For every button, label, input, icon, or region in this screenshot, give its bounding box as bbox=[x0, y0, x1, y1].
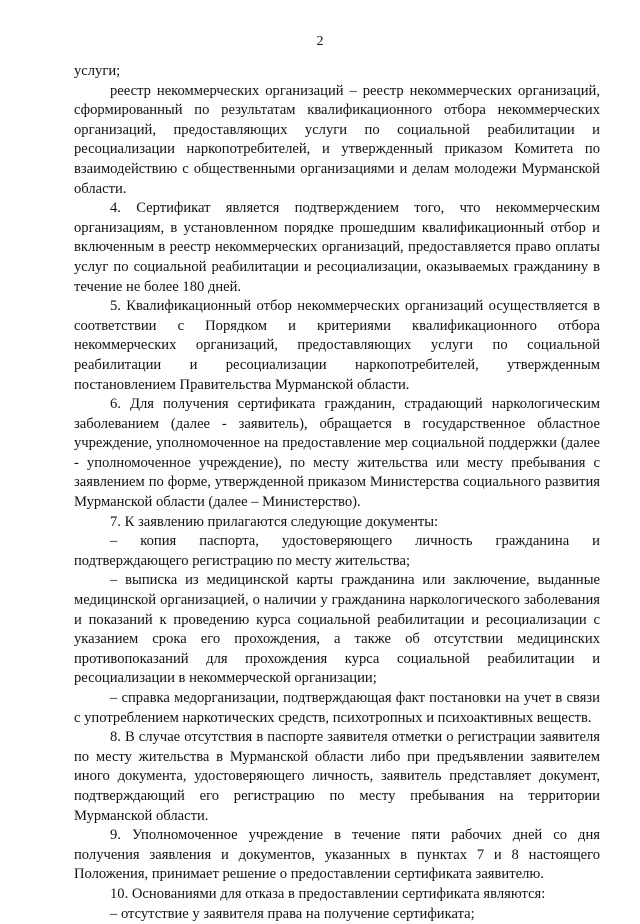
paragraph-item-6: 6. Для получения сертификата гражданин, страдающий наркологическим заболеванием (далее - заявитель), обращается в государственное областное учреждение, уполномоченное на предоставление мер социальной поддержки (далее - уполномоченное учреждение), по месту жительства или месту пребывания с заявлением по форме, утвержденной приказом Министерства социального развития Мурманской области (далее – Министерство). bbox=[74, 396, 600, 511]
paragraph-item-8: 8. В случае отсутствия в паспорте заявителя отметки о регистрации заявителя по месту жительства в Мурманской области либо при предъявлении заявителем иного документа, удостоверяющего личность, заявитель представляет документ, подтверждающий его регистрацию по месту пребывания на территории Мурманской области. bbox=[74, 729, 600, 824]
paragraph-item-4: 4. Сертификат является подтверждением того, что некоммерческим организациям, в установленном порядке прошедшим квалификационный отбор и включенным в реестр некоммерческих организаций, предоставляется право оплаты услуг по социальной реабилитации и ресоциализации, оказываемых гражданину в течение не более 180 дней. bbox=[74, 200, 600, 295]
paragraph-registry-definition: реестр некоммерческих организаций – реестр некоммерческих организаций, сформированный по результатам квалификационного отбора некоммерческих организаций, предоставляющих услуги по социальной реабилитации и ресоциализации наркопотребителей, и утвержденный приказом Комитета по взаимодействию с общественными организациями и делам молодежи Мурманской области. bbox=[74, 82, 600, 197]
document-body bbox=[74, 62, 600, 924]
list-item-medical-extract: – выписка из медицинской карты гражданина или заключение, выданные медицинской организацией, о наличии у гражданина наркологического заболевания и показаний к проведению курса социальной реабилитации и ресоциализации с указанием срока его прохождения, а также об отсутствии медицинских противопоказаний для прохождения курса социальной реабилитации и ресоциализации в некоммерческой организации; bbox=[74, 572, 600, 687]
page-number: 2 bbox=[316, 34, 324, 49]
paragraph-item-9: 9. Уполномоченное учреждение в течение пяти рабочих дней со дня получения заявления и документов, указанных в пунктах 7 и 8 настоящего Положения, принимает решение о предоставлении сертификата заявителю. bbox=[74, 827, 600, 883]
list-item-no-right: – отсутствие у заявителя права на получение сертификата; bbox=[110, 905, 475, 922]
paragraph-item-7: 7. К заявлению прилагаются следующие документы: bbox=[110, 513, 439, 530]
list-item-medical-certificate: – справка медорганизации, подтверждающая факт постановки на учет в связи с употреблением наркотических средств, психотропных и психоактивных веществ. bbox=[74, 690, 600, 726]
paragraph-item-10: 10. Основаниями для отказа в предоставлении сертификата являются: bbox=[110, 885, 546, 902]
paragraph-services-end: услуги; bbox=[74, 63, 121, 79]
list-item-passport-copy: – копия паспорта, удостоверяющего личность гражданина и подтверждающего регистрацию по месту жительства; bbox=[74, 533, 600, 569]
paragraph-item-5: 5. Квалификационный отбор некоммерческих организаций осуществляется в соответствии с Порядком и критериями квалификационного отбора некоммерческих организаций, предоставляющих услуги по социальной реабилитации и ресоциализации наркопотребителей, утвержденным постановлением Правительства Мурманской области. bbox=[74, 298, 600, 393]
